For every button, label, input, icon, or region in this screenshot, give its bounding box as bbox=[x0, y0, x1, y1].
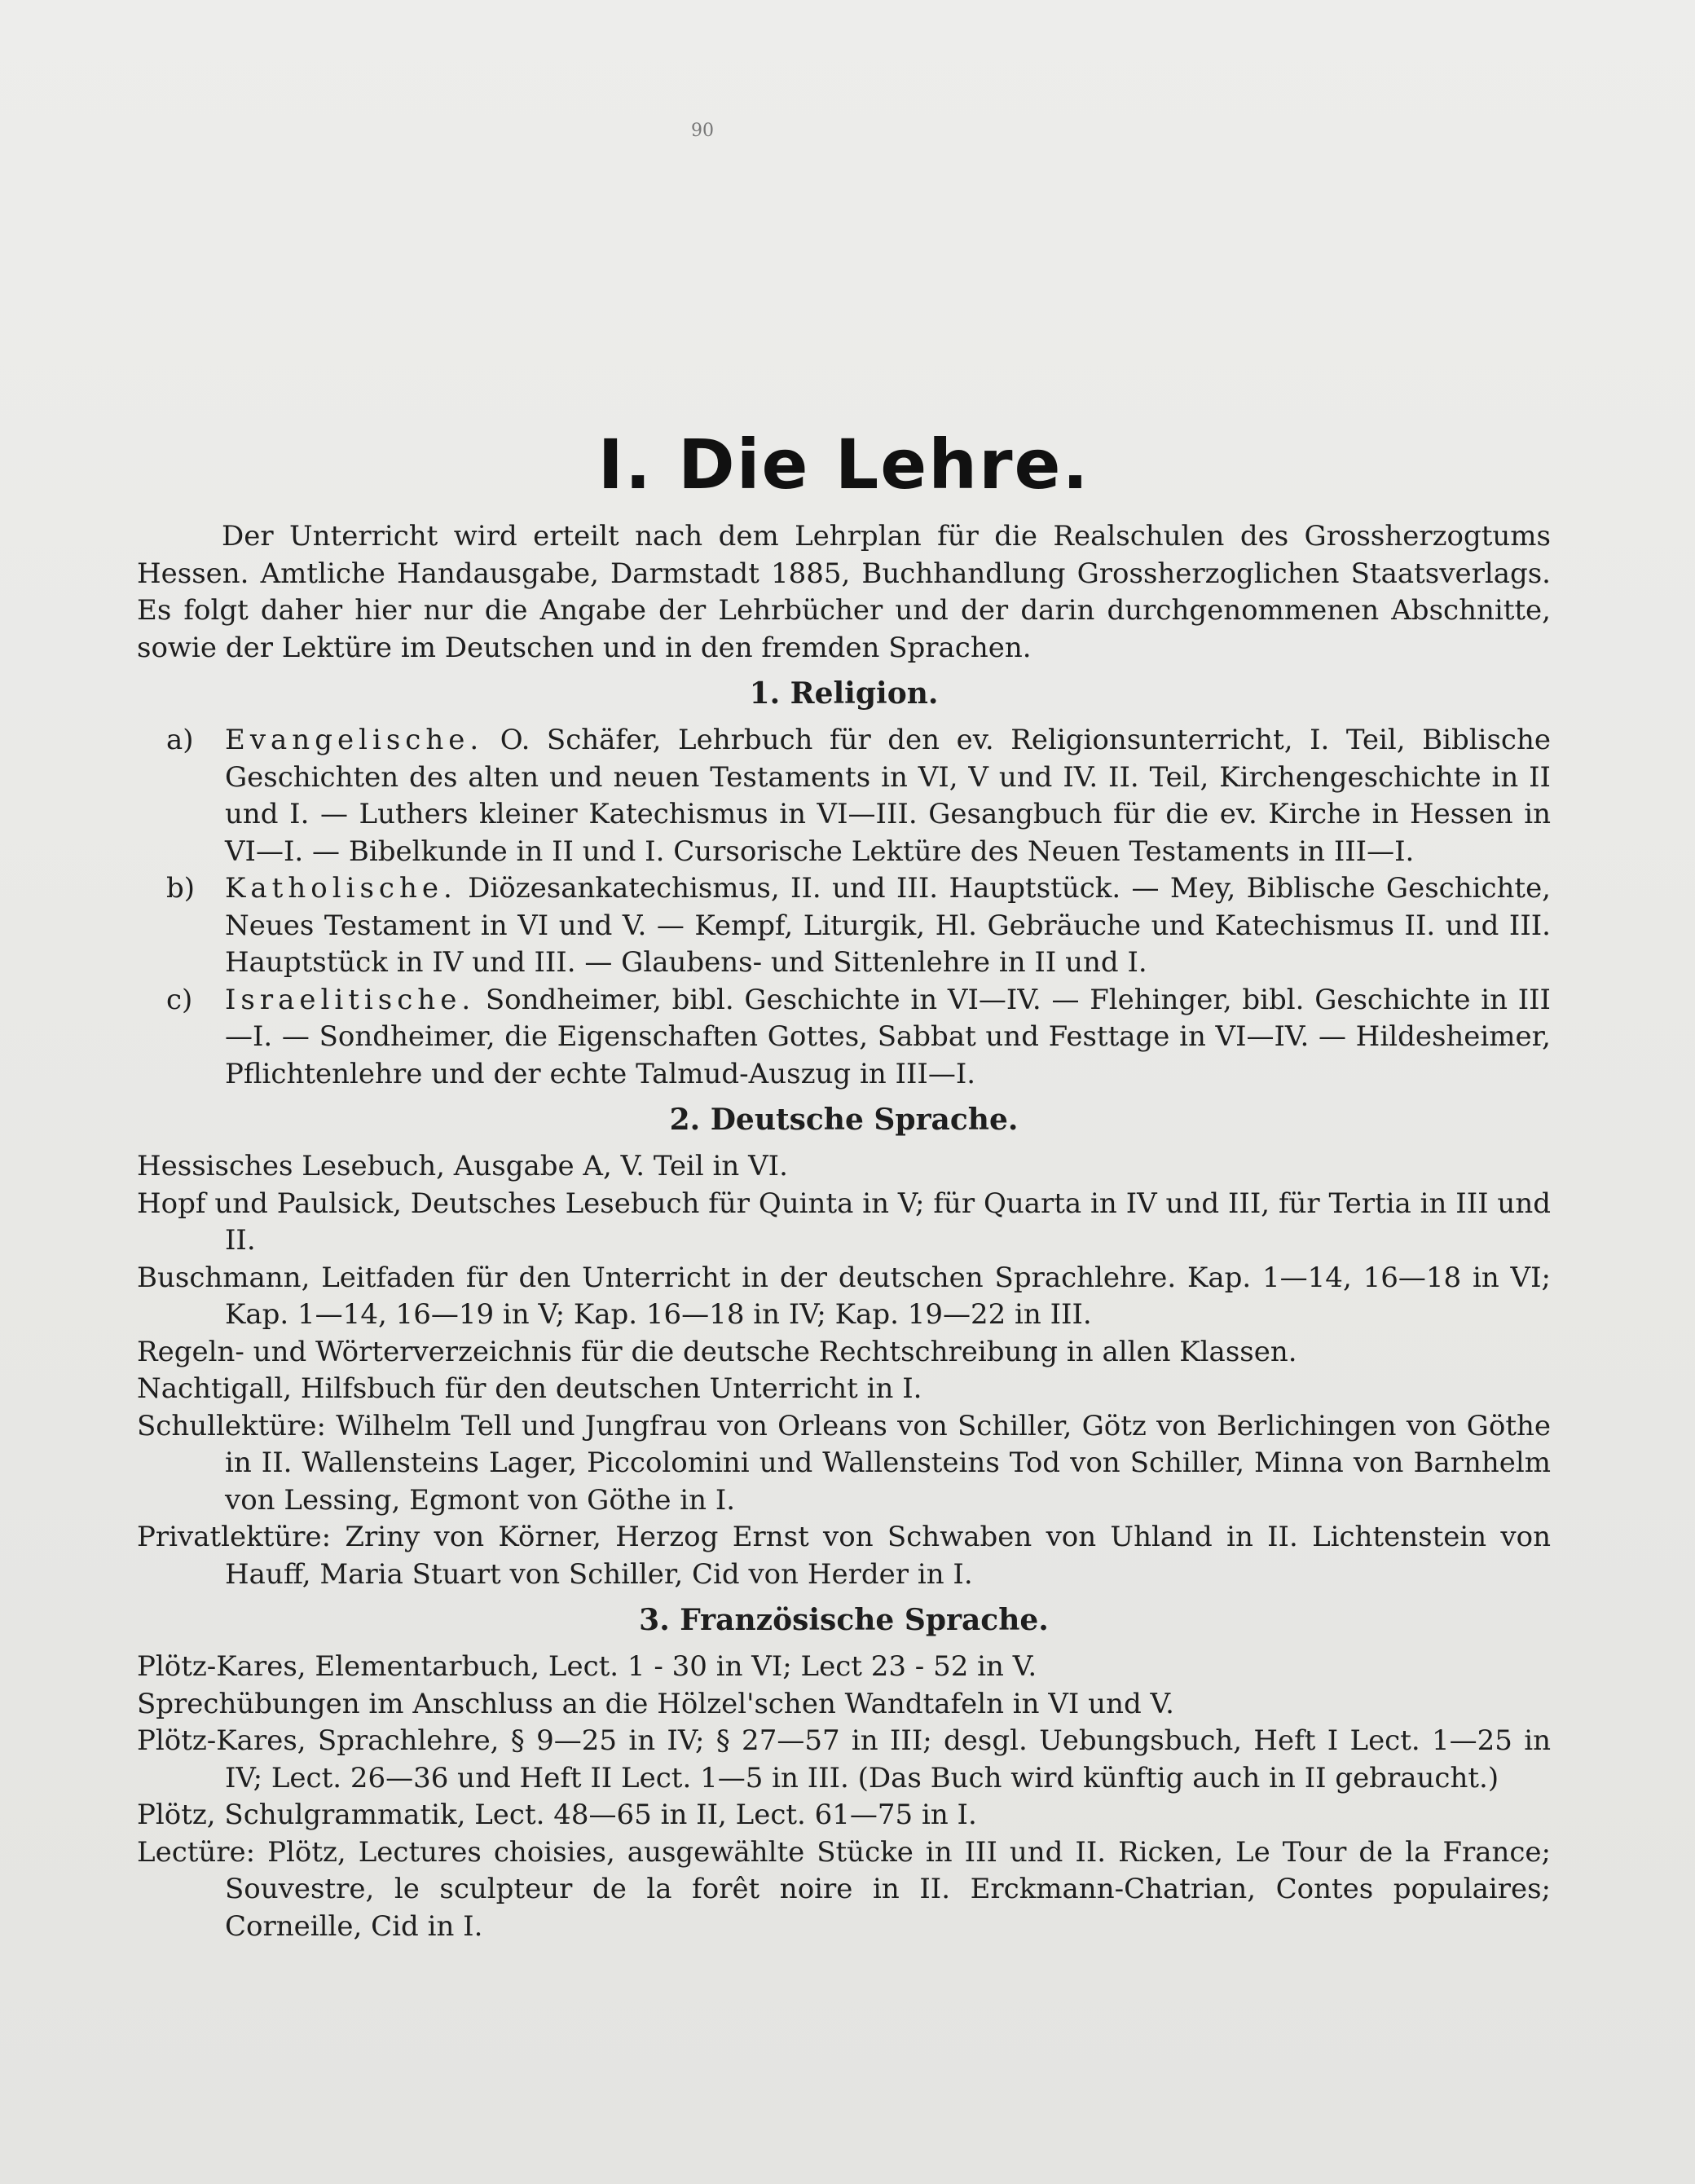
intro-paragraph: Der Unterricht wird erteilt nach dem Lehrplan für die Realschulen des Grossherzogtums Hessen. Amtliche Handausgabe, Darmstadt 1885, Buchhandlung Grossherzoglichen Staatsverlags. Es folgt daher hier nur die Angabe der Lehrbücher und der darin durchgenommenen Abschnitte, sowie der Lektüre im Deutschen und in den fremden Sprachen. bbox=[137, 520, 1551, 664]
list-item: Buschmann, Leitfaden für den Unterricht in der deutschen Sprachlehre. Kap. 1—14, 16—18 in VI; Kap. 1—14, 16—19 in V; Kap. 16—18 in IV; Kap. 19—22 in III. bbox=[137, 1261, 1551, 1331]
entry-label: c) bbox=[166, 983, 193, 1016]
list-item: Schullektüre: Wilhelm Tell und Jungfrau von Orleans von Schiller, Götz von Berlichingen von Göthe in II. Wallensteins Lager, Piccolomini und Wallensteins Tod von Schiller, Minna von Barnhelm von Lessing, Egmont von Göthe in I. bbox=[137, 1409, 1551, 1517]
list-item: Hessisches Lesebuch, Ausgabe A, V. Teil in VI. bbox=[137, 1150, 788, 1182]
page-number: 90 bbox=[691, 121, 714, 141]
entry-text: O. Schäfer, Lehrbuch für den ev. Religionsunterricht, I. Teil, Biblische Geschichten des alten und neuen Testaments in VI, V und IV. II. Teil, Kirchengeschichte in II und I. — Luthers kleiner Katechismus in VI—III. Gesangbuch für die ev. Kirche in Hessen in VI—I. — Bibelkunde in II und I. Cursorische Lektüre des Neuen Testaments in III—I. bbox=[225, 724, 1551, 868]
list-item: Nachtigall, Hilfsbuch für den deutschen Unterricht in I. bbox=[137, 1372, 922, 1405]
section-heading-religion: 1. Religion. bbox=[749, 676, 939, 711]
section-heading-franzoesisch: 3. Französische Sprache. bbox=[639, 1603, 1049, 1637]
entry-label: a) bbox=[166, 724, 194, 756]
entry-text: Diözesankatechismus, II. und III. Hauptstück. — Mey, Biblische Geschichte, Neues Testament in VI und V. — Kempf, Liturgik, Hl. Gebräuche und Katechismus II. und III. Hauptstück in IV und III. — Glaubens- und Sittenlehre in II und I. bbox=[225, 872, 1551, 979]
list-item: Sprechübungen im Anschluss an die Hölzel'schen Wandtafeln in VI und V. bbox=[137, 1687, 1174, 1720]
list-item: Plötz-Kares, Elementarbuch, Lect. 1 - 30 in VI; Lect 23 - 52 in V. bbox=[137, 1650, 1037, 1683]
franzoesisch-list bbox=[137, 1649, 1551, 1945]
entry-text: Sondheimer, bibl. Geschichte in VI—IV. — Flehinger, bibl. Geschichte in III—I. — Sondheimer, die Eigenschaften Gottes, Sabbat und Festtage in VI—IV. — Hildesheimer, Pflichtenlehre und der echte Talmud-Auszug in III—I. bbox=[225, 983, 1551, 1090]
entry-kind: Evangelische. bbox=[225, 724, 484, 756]
religion-entry-katholisch bbox=[137, 870, 1551, 982]
page-title: I. Die Lehre. bbox=[597, 425, 1090, 504]
list-item: Plötz, Schulgrammatik, Lect. 48—65 in II, Lect. 61—75 in I. bbox=[137, 1799, 977, 1831]
entry-kind: Katholische. bbox=[225, 872, 457, 905]
section-heading-deutsch: 2. Deutsche Sprache. bbox=[669, 1103, 1019, 1137]
entry-kind: Israelitische. bbox=[225, 983, 476, 1016]
list-item: Hopf und Paulsick, Deutsches Lesebuch für Quinta in V; für Quarta in IV und III, für Tertia in III und II. bbox=[137, 1187, 1551, 1257]
list-item: Privatlektüre: Zriny von Körner, Herzog Ernst von Schwaben von Uhland in II. Lichtenstein von Hauff, Maria Stuart von Schiller, Cid von Herder in I. bbox=[137, 1521, 1551, 1591]
religion-entry-israelitisch bbox=[137, 982, 1551, 1094]
list-item: Regeln- und Wörterverzeichnis für die deutsche Rechtschreibung in allen Klassen. bbox=[137, 1335, 1297, 1368]
deutsch-list bbox=[137, 1148, 1551, 1593]
main-content bbox=[137, 424, 1551, 1945]
list-item: Lectüre: Plötz, Lectures choisies, ausgewählte Stücke in III und II. Ricken, Le Tour de la France; Souvestre, le sculpteur de la forêt noire in II. Erckmann-Chatrian, Contes populaires; Corneille, Cid in I. bbox=[137, 1835, 1551, 1943]
religion-list bbox=[137, 722, 1551, 1093]
entry-label: b) bbox=[166, 872, 196, 905]
religion-entry-evangelisch bbox=[137, 722, 1551, 870]
list-item: Plötz-Kares, Sprachlehre, § 9—25 in IV; § 27—57 in III; desgl. Uebungsbuch, Heft I Lect. 1—25 in IV; Lect. 26—36 und Heft II Lect. 1—5 in III. (Das Buch wird künftig auch in II gebraucht.) bbox=[137, 1724, 1551, 1794]
